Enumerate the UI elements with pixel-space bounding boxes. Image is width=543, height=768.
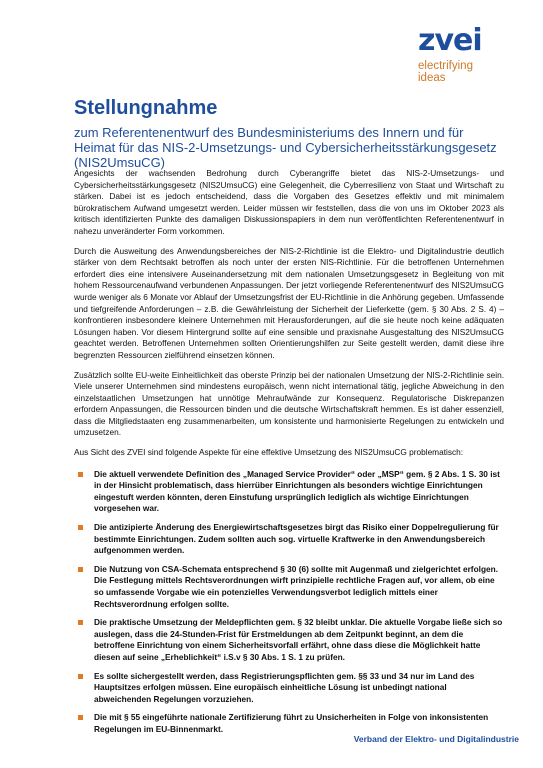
list-item-text: Die praktische Umsetzung der Meldepflichten gem. § 32 bleibt unklar. Die aktuelle Vorgabe ließe sich so auslegen, dass die 24-Stunden-Frist für Erstmeldungen ab dem Zeitpunkt beginnt, an dem die betroffene Einrichtung von einem Sicherheitsvorfall erfährt, ohne dass diese die Möglichkeit hatte diesen auf seine „Erheblichkeit“ i.S.v § 30 Abs. 1 S. 1 zu prüfen. <box>94 617 503 662</box>
logo-tagline-1: electrifying <box>418 60 473 72</box>
document-title: Stellungnahme <box>74 97 218 119</box>
list-item <box>74 617 504 663</box>
list-item <box>74 469 504 515</box>
paragraph: Angesichts der wachsenden Bedrohung durch Cyberangriffe bietet das NIS-2-Umsetzungs- und Cybersicherheitsstärkungsgesetz (NIS2UmsuCG) eine Gelegenheit, die Cyberresilienz von Staat und Wirtschaft zu stärken. Dabei ist es jedoch entscheidend, dass die Vorgaben des Gesetzes effektiv und mit minimalem bürokratischem Aufwand umgesetzt werden. Leider müssen wir feststellen, dass die von uns im Oktober 2023 als kritisch identifizierten Punkte des damaligen Diskussionspapiers in dem nun veröffentlichten Referentenentwurf in nahezu unveränderter Form vorkommen. <box>74 168 504 236</box>
list-item <box>74 564 504 610</box>
document-subtitle: zum Referentenentwurf des Bundesministeriums des Innern und für Heimat für das NIS-2-Umsetzungs- und Cybersicherheitsstärkungsgesetz (NIS2UmsuCG) <box>74 125 497 170</box>
document-body <box>74 168 504 743</box>
bullet-square-icon <box>78 715 83 720</box>
concerns-list <box>74 469 504 736</box>
paragraph: Zusätzlich sollte EU-weite Einheitlichkeit das oberste Prinzip bei der nationalen Umsetzung der NIS-2-Richtlinie sein. Viele unserer Unternehmen sind mindestens europäisch, wenn nicht international tätig, jegliche Abweichung in den einzelstaatlichen Umsetzungen hat unnötige Mehraufwände zur Konsequenz. Regulatorische Diskrepanzen erfordern Anpassungen, die Ressourcen binden und die deutsche Wirtschaftskraft hemmen. Es ist daher essenziell, dass die Mitgliedstaaten eng zusammenarbeiten, um konsistente und harmonisierte Regelungen zu entwickeln und umzusetzen. <box>74 369 504 438</box>
list-item-text: Die Nutzung von CSA-Schemata entsprechend § 30 (6) sollte mit Augenmaß und zielgerichtet erfolgen. Die Festlegung mittels Rechtsverordnungen wirft prinzipielle rechtliche Fragen auf, vor allem, ob eine so umfassende Vorgabe wie ein potenzielles Verwendungsverbot lediglich mittels einer Rechtsverordnung erfolgen sollte. <box>94 563 498 609</box>
list-item-text: Es sollte sichergestellt werden, dass Registrierungspflichten gem. §§ 33 und 34 nur im Land des Hauptsitzes erfolgen müssen. Eine europäisch einheitliche Lösung ist unbedingt national abweichenden Regelungen vorzuziehen. <box>94 670 475 704</box>
bullet-square-icon <box>78 674 83 679</box>
list-item <box>74 671 504 706</box>
list-item-text: Die mit § 55 eingeführte nationale Zertifizierung führt zu Unsicherheiten in Folge von inkonsistenten Regelungen im EU-Binnenmarkt. <box>94 712 489 734</box>
footer-organization: Verband der Elektro- und Digitalindustrie <box>353 734 519 744</box>
list-item <box>74 522 504 557</box>
logo-tagline-2: ideas <box>418 71 446 84</box>
list-item-text: Die aktuell verwendete Definition des „Managed Service Provider“ oder „MSP“ gem. § 2 Abs. 1 S. 30 ist in der Hinsicht problematisch, dass hierrüber Einrichtungen als besonders wichtige Einrichtungen eingestuft werden könnten, deren Einstufung ursprünglich lediglich als wichtige Einrichtungen vorgesehen war. <box>94 468 500 514</box>
logo-wordmark: zvei <box>418 23 482 58</box>
bullet-square-icon <box>78 567 83 572</box>
bullet-square-icon <box>78 525 83 530</box>
bullet-square-icon <box>78 620 83 625</box>
bullet-square-icon <box>78 472 83 477</box>
zvei-logo <box>418 23 518 84</box>
list-item <box>74 712 504 735</box>
paragraph: Durch die Ausweitung des Anwendungsbereiches der NIS-2-Richtlinie ist die Elektro- und Digitalindustrie deutlich stärker von dem Rechtsakt betroffen als noch unter der ersten NIS-Richtlinie. Für die betroffenen Unternehmen erfordert dies eine intensivere Auseinandersetzung mit dem nationalen Umsetzungsgesetz in Begleitung von mit hohem Ressourcenaufwand verbundenen Anpassungen. Der jetzt vorliegende Referentenentwurf des NIS2UmsuCG wurde weniger als 6 Monate vor Ablauf der Umsetzungsfrist der EU-Richtlinie in die Anhörung gegeben. Umfassende und tiefgreifende Anforderungen – z.B. die Gewährleistung der Sicherheit der Lieferkette (gem. § 30 Abs. 2 S. 4) – konfrontieren insbesondere kleinere Unternehmen mit Herausforderungen, auf die sie heute noch keine adäquaten Lösungen haben. Vor diesem Hintergrund sollte auf eine sensible und praxisnahe Ausgestaltung des NIS2UmsuCG geachtet werden. Betroffenen Unternehmen sollten Orientierungshilfen zur Seite gestellt werden, damit diese ihre begrenzten Ressourcen zielführend einsetzen können. <box>74 245 504 360</box>
list-item-text: Die antizipierte Änderung des Energiewirtschaftsgesetzes birgt das Risiko einer Doppelregulierung für bestimmte Einrichtungen. Zudem sollten auch sog. virtuelle Kraftwerke in den Anwendungsbereich aufgenommen werden. <box>94 522 499 556</box>
paragraph: Aus Sicht des ZVEI sind folgende Aspekte für eine effektive Umsetzung des NIS2UmsuCG problematisch: <box>74 447 464 458</box>
